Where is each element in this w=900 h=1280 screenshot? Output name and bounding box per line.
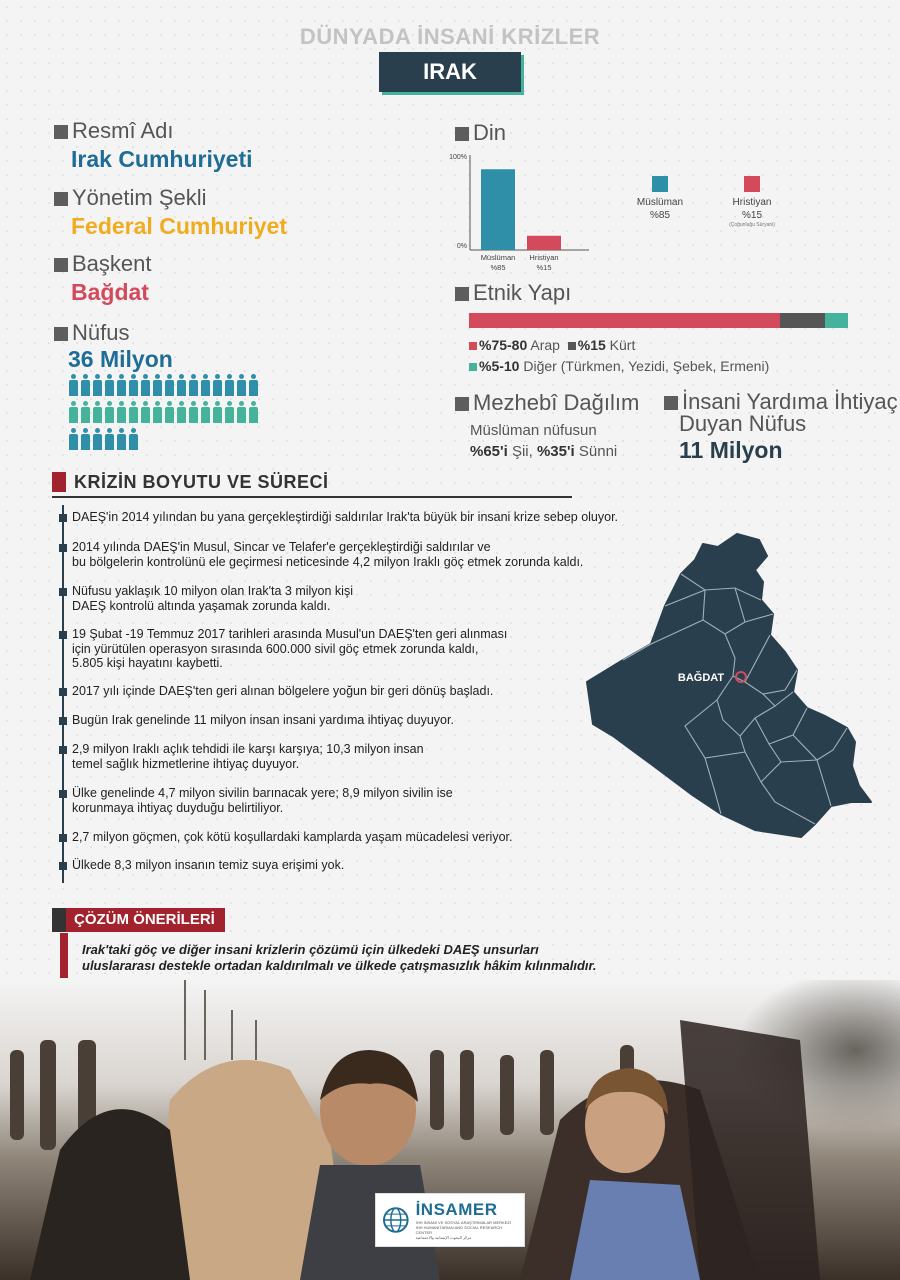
legend-swatch-kurd bbox=[568, 342, 576, 350]
crisis-item bbox=[72, 627, 507, 671]
official-name-block bbox=[54, 118, 253, 173]
bullet-square bbox=[54, 327, 68, 341]
sunni-name: Sünni bbox=[578, 443, 618, 460]
iraq-outline bbox=[587, 534, 871, 837]
population-block bbox=[54, 320, 173, 373]
logo-sub-1: İHH İNSANİ VE SOSYAL ARAŞTIRMALAR MERKEZİ bbox=[415, 1220, 511, 1225]
timeline-bullet bbox=[59, 514, 67, 522]
person-icon bbox=[93, 374, 102, 396]
religion-bar-chart bbox=[447, 150, 597, 280]
person-icon bbox=[249, 374, 258, 396]
bar-label-christian-name: Hristiyan bbox=[529, 253, 559, 262]
solutions-line-1c: unsurları bbox=[479, 942, 539, 957]
crisis-item bbox=[72, 786, 453, 815]
person-icon bbox=[189, 374, 198, 396]
bar-label-muslim-name: Müslüman bbox=[480, 253, 516, 262]
crisis-item-line: 2,9 milyon Iraklı açlık tehdidi ile karşı karşıya; 10,3 milyon insan bbox=[72, 742, 424, 756]
insamer-logo bbox=[375, 1193, 525, 1247]
bullet-square bbox=[664, 396, 678, 410]
person-icon bbox=[177, 401, 186, 423]
legend-muslim-name: Müslüman bbox=[636, 197, 684, 208]
person-icon bbox=[201, 401, 210, 423]
crisis-item bbox=[72, 540, 583, 569]
ethnic-heading bbox=[455, 280, 571, 306]
religion-bar-1 bbox=[527, 236, 561, 250]
solutions-heading bbox=[52, 908, 225, 932]
timeline-bullet bbox=[59, 544, 67, 552]
religion-label: Din bbox=[473, 120, 507, 145]
solutions-heading-text: ÇÖZÜM ÖNERİLERİ bbox=[66, 908, 225, 932]
crisis-item-line: 2014 yılında DAEŞ'in Musul, Sincar ve Telafer'e gerçekleştirdiği saldırılar ve bbox=[72, 540, 491, 554]
person-icon bbox=[129, 401, 138, 423]
timeline-bullet bbox=[59, 862, 67, 870]
bullet-square bbox=[54, 125, 68, 139]
baghdad-label: BAĞDAT bbox=[677, 672, 725, 684]
aid-block bbox=[664, 390, 898, 464]
bullet-square bbox=[455, 397, 469, 411]
legend-muslim bbox=[635, 176, 685, 222]
logo-name: İNSAMER bbox=[415, 1200, 498, 1219]
kurd-name: Kürt bbox=[609, 337, 636, 353]
person-icon bbox=[141, 374, 150, 396]
sect-line-2 bbox=[470, 443, 639, 460]
solutions-line-1b: DAEŞ bbox=[443, 942, 480, 957]
population-label: Nüfus bbox=[72, 320, 130, 345]
government-block bbox=[54, 185, 287, 240]
person-icon bbox=[165, 401, 174, 423]
globe-icon bbox=[382, 1206, 410, 1234]
crisis-item bbox=[72, 742, 424, 771]
crisis-item-line: temel sağlık hizmetlerine ihtiyaç duyuyor. bbox=[72, 756, 300, 771]
crisis-item bbox=[72, 713, 454, 728]
person-icon bbox=[237, 401, 246, 423]
person-icon bbox=[105, 401, 114, 423]
people-row-2 bbox=[69, 401, 258, 423]
ethnic-stacked-bar bbox=[469, 313, 848, 328]
crisis-item bbox=[72, 830, 512, 845]
arab-pct: %75-80 bbox=[479, 337, 528, 353]
capital-block bbox=[54, 251, 152, 306]
crisis-item-line: 2017 yılı içinde DAEŞ'ten geri alınan bölgelere yoğun bir geri dönüş başladı. bbox=[72, 684, 494, 698]
person-icon bbox=[153, 401, 162, 423]
heading-marker bbox=[52, 908, 66, 932]
crisis-item-line: bu bölgelerin kontrolünü ele geçirmesi neticesinde 4,2 milyon Iraklı göç etmek zorunda kaldı. bbox=[72, 554, 584, 569]
bar-label-muslim-value: %85 bbox=[490, 263, 506, 272]
solutions-rule bbox=[60, 933, 68, 978]
ethnic-segment-kürt bbox=[780, 313, 825, 328]
logo-sub-2: IHH HUMANITARIAN AND SOCIAL RESEARCH CENTER bbox=[415, 1225, 503, 1235]
crisis-item-line: Nüfusu yaklaşık 10 milyon olan Irak'ta 3 milyon kişi bbox=[72, 584, 353, 598]
iraq-map bbox=[585, 530, 875, 840]
people-row-1 bbox=[69, 374, 258, 396]
timeline-bullet bbox=[59, 746, 67, 754]
religion-bar-0 bbox=[481, 169, 515, 250]
crisis-item-line: Bugün Irak genelinde 11 milyon insan insani yardıma ihtiyaç duyuyor. bbox=[72, 713, 454, 727]
person-icon bbox=[105, 428, 114, 450]
timeline-bullet bbox=[59, 588, 67, 596]
government-label: Yönetim Şekli bbox=[72, 185, 207, 210]
legend-swatch-arab bbox=[469, 342, 477, 350]
y-axis-min-label: 0% bbox=[456, 243, 467, 250]
crisis-heading bbox=[52, 469, 329, 495]
legend-swatch-christian bbox=[744, 176, 760, 192]
y-axis-max-label: 100% bbox=[449, 154, 467, 161]
heading-marker bbox=[52, 472, 66, 492]
crisis-item bbox=[72, 584, 353, 613]
page-supertitle: DÜNYADA İNSANİ KRİZLER bbox=[299, 24, 601, 49]
person-icon bbox=[81, 374, 90, 396]
people-row-3 bbox=[69, 428, 138, 450]
person-icon bbox=[129, 374, 138, 396]
sunni-pct: %35'i bbox=[536, 443, 575, 460]
person-icon bbox=[93, 401, 102, 423]
crisis-heading-rule bbox=[52, 496, 572, 498]
logo-sub-3: مركز البحوث الإنسانية والاجتماعية bbox=[415, 1235, 472, 1240]
crisis-item-line: 19 Şubat -19 Temmuz 2017 tarihleri arasında Musul'un DAEŞ'ten geri alınması bbox=[72, 627, 508, 641]
person-icon bbox=[153, 374, 162, 396]
crisis-item-line: için yürütülen operasyon sırasında 600.000 sivil göç etmek zorunda kaldı, bbox=[72, 641, 479, 656]
timeline-bullet bbox=[59, 688, 67, 696]
bullet-square bbox=[455, 127, 469, 141]
timeline-bullet bbox=[59, 834, 67, 842]
person-icon bbox=[225, 374, 234, 396]
person-icon bbox=[213, 374, 222, 396]
crisis-item-line: Ülkede 8,3 milyon insanın temiz suya erişimi yok. bbox=[72, 858, 345, 872]
person-icon bbox=[225, 401, 234, 423]
bullet-square bbox=[54, 258, 68, 272]
aid-label-line-2: Duyan Nüfus bbox=[679, 411, 807, 436]
crisis-item bbox=[72, 858, 344, 873]
shia-pct: %65'i bbox=[470, 443, 508, 460]
population-value: 36 Milyon bbox=[68, 346, 173, 372]
bullet-square bbox=[54, 192, 68, 206]
other-pct: %5-10 bbox=[479, 358, 520, 374]
capital-label: Başkent bbox=[72, 251, 152, 276]
person-icon bbox=[177, 374, 186, 396]
ethnic-segment-diğer bbox=[825, 313, 848, 328]
legend-christian-name: Hristiyan bbox=[732, 197, 772, 208]
sect-label: Mezhebî Dağılım bbox=[473, 390, 640, 415]
person-icon bbox=[141, 401, 150, 423]
legend-christian-note: (Çoğunluğu Süryani) bbox=[729, 222, 775, 228]
country-title: IRAK bbox=[379, 52, 521, 92]
timeline-bullet bbox=[59, 717, 67, 725]
aid-value: 11 Milyon bbox=[679, 437, 783, 463]
bar-label-christian-value: %15 bbox=[536, 263, 552, 272]
person-icon bbox=[201, 374, 210, 396]
sect-line-1: Müslüman nüfusun bbox=[470, 422, 597, 439]
legend-christian bbox=[722, 176, 782, 229]
crisis-item-line: korunmaya ihtiyaç duyduğu belirtiliyor. bbox=[72, 800, 284, 815]
government-value: Federal Cumhuriyet bbox=[71, 213, 287, 239]
other-name: Diğer (Türkmen, Yezidi, Şebek, Ermeni) bbox=[523, 358, 770, 374]
legend-muslim-value: %85 bbox=[649, 210, 670, 221]
person-icon bbox=[105, 374, 114, 396]
person-icon bbox=[69, 401, 78, 423]
person-icon bbox=[189, 401, 198, 423]
ethnic-legend-line-1 bbox=[469, 337, 635, 353]
aid-label-line-1: İnsani Yardıma İhtiyaç bbox=[682, 389, 898, 414]
person-icon bbox=[117, 401, 126, 423]
person-icon bbox=[117, 374, 126, 396]
ethnic-label: Etnik Yapı bbox=[473, 280, 572, 305]
person-icon bbox=[69, 428, 78, 450]
ethnic-segment-arap bbox=[469, 313, 780, 328]
person-icon bbox=[129, 428, 138, 450]
person-icon bbox=[81, 401, 90, 423]
shia-name: Şii, bbox=[511, 443, 533, 460]
legend-swatch-other bbox=[469, 363, 477, 371]
arab-name: Arap bbox=[530, 337, 560, 353]
official-name-label: Resmî Adı bbox=[72, 118, 174, 143]
crisis-item-line: 5.805 kişi hayatını kaybetti. bbox=[72, 656, 223, 670]
crisis-item-line: DAEŞ kontrolü altında yaşamak zorunda kaldı. bbox=[72, 598, 331, 613]
person-icon bbox=[213, 401, 222, 423]
solutions-line-2: uluslararası destekle ortadan kaldırılmalı ve ülkede çatışmasızlık hâkim kılınmalıdır. bbox=[82, 958, 597, 973]
crisis-item-line: 2,7 milyon göçmen, çok kötü koşullardaki kamplarda yaşam mücadelesi veriyor. bbox=[72, 830, 513, 844]
bullet-square bbox=[455, 287, 469, 301]
capital-value: Bağdat bbox=[71, 279, 149, 305]
religion-heading bbox=[455, 120, 506, 146]
person-icon bbox=[237, 374, 246, 396]
kurd-pct: %15 bbox=[577, 337, 606, 353]
legend-christian-value: %15 bbox=[741, 210, 762, 221]
timeline-bullet bbox=[59, 790, 67, 798]
crisis-item-line: Ülke genelinde 4,7 milyon sivilin barınacak yere; 8,9 milyon sivilin ise bbox=[72, 786, 453, 800]
sect-block bbox=[455, 390, 639, 460]
official-name-value: Irak Cumhuriyeti bbox=[71, 146, 253, 172]
crisis-item bbox=[72, 510, 618, 525]
legend-swatch-muslim bbox=[652, 176, 668, 192]
ethnic-legend-line-2 bbox=[469, 358, 769, 374]
solutions-line-1a: Irak'taki göç ve diğer insani krizlerin çözümü için ülkedeki bbox=[82, 942, 444, 957]
crisis-item bbox=[72, 684, 493, 699]
person-icon bbox=[69, 374, 78, 396]
person-icon bbox=[93, 428, 102, 450]
timeline-bullet bbox=[59, 631, 67, 639]
person-icon bbox=[81, 428, 90, 450]
person-icon bbox=[117, 428, 126, 450]
crisis-heading-text: KRİZİN BOYUTU VE SÜRECİ bbox=[74, 471, 329, 492]
solutions-text bbox=[82, 942, 682, 974]
person-icon bbox=[165, 374, 174, 396]
crisis-item-line: DAEŞ'in 2014 yılından bu yana gerçekleştirdiği saldırılar Irak'ta büyük bir insani krize sebep oluyor. bbox=[72, 510, 619, 524]
person-icon bbox=[249, 401, 258, 423]
